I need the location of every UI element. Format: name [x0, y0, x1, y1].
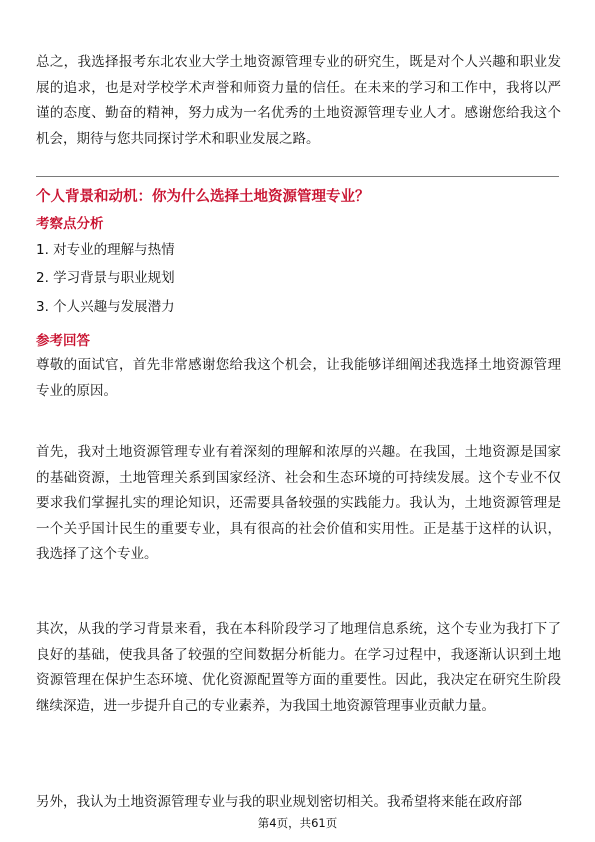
page-footer: 第4页，共61页	[257, 816, 338, 830]
question-title: 个人背景和动机：你为什么选择土地资源管理专业？	[36, 189, 370, 205]
analysis-point: 3. 个人兴趣与发展潜力	[36, 299, 175, 315]
analysis-point: 2. 学习背景与职业规划	[36, 270, 175, 286]
answer-paragraph: 另外，我认为土地资源管理专业与我的职业规划密切相关。我希望将来能在政府部	[36, 794, 522, 810]
answer-paragraph: 尊敬的面试官，首先非常感谢您给我这个机会，让我能够详细阐述我选择土地资源管理专业的原因。	[36, 357, 561, 399]
intro-paragraph: 总之，我选择报考东北农业大学土地资源管理专业的研究生，既是对个人兴趣和职业发展的追求，也是对学校学术声誉和师资力量的信任。在未来的学习和工作中，我将以严谨的态度、勤奋的精神，努力成为一名优秀的土地资源管理专业人才。感谢您给我这个机会，期待与您共同探讨学术和职业发展之路。	[36, 54, 561, 147]
analysis-heading: 考察点分析	[36, 216, 104, 232]
answer-paragraph: 其次，从我的学习背景来看，我在本科阶段学习了地理信息系统，这个专业为我打下了良好的基础，使我具备了较强的空间数据分析能力。在学习过程中，我逐渐认识到土地资源管理在保护生态环境、优化资源配置等方面的重要性。因此，我决定在研究生阶段继续深造，进一步提升自己的专业素养，为我国土地资源管理事业贡献力量。	[36, 621, 561, 714]
answer-heading: 参考回答	[36, 333, 90, 349]
section-divider	[36, 176, 559, 177]
answer-paragraph: 首先，我对土地资源管理专业有着深刻的理解和浓厚的兴趣。在我国，土地资源是国家的基础资源，土地管理关系到国家经济、社会和生态环境的可持续发展。这个专业不仅要求我们掌握扎实的理论知识，还需要具备较强的实践能力。我认为，土地资源管理是一个关乎国计民生的重要专业，具有很高的社会价值和实用性。正是基于这样的认识，我选择了这个专业。	[36, 444, 561, 562]
analysis-point: 1. 对专业的理解与热情	[36, 242, 175, 258]
